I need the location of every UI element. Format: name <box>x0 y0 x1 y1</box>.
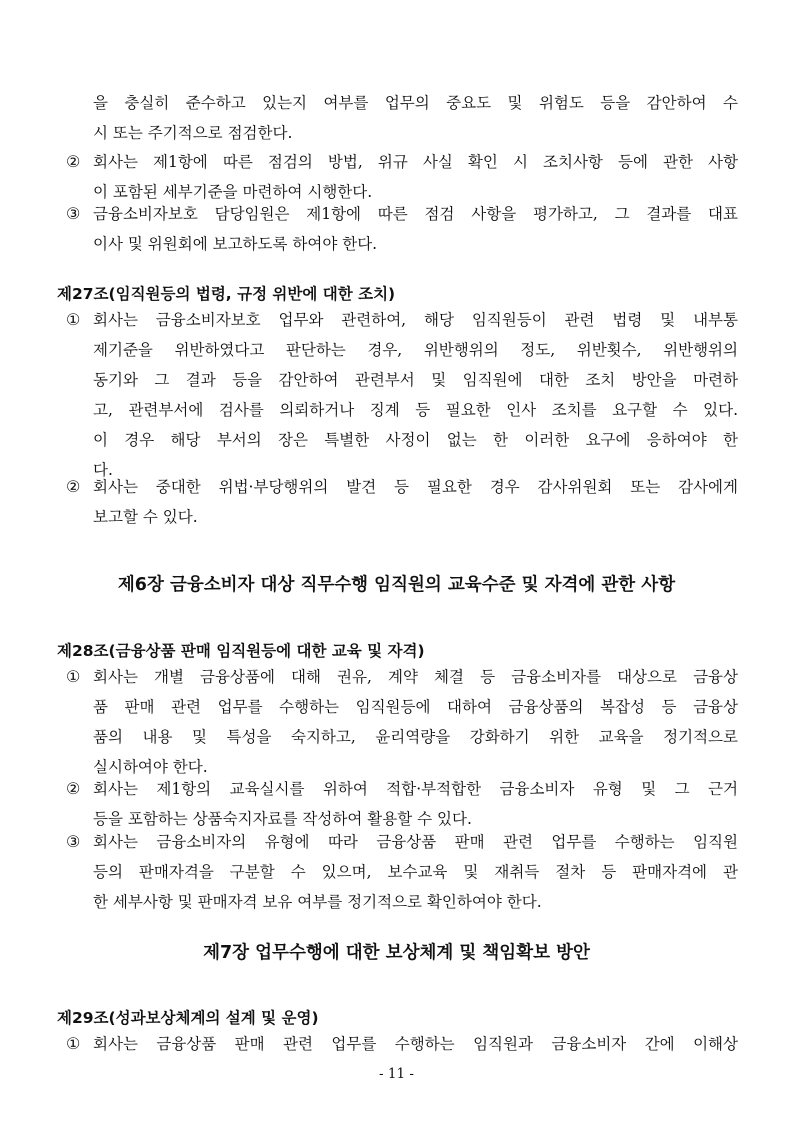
clause-number: ③ <box>66 832 81 851</box>
article-29-clause-1 <box>0 1029 793 1059</box>
article-27-clause-1 <box>0 305 793 485</box>
text-line: 회사는 개별 금융상품에 대해 권유, 계약 체결 등 금융소비자를 대상으로 금융상 <box>93 668 738 686</box>
text-line: 보고할 수 있다. <box>93 508 198 526</box>
text-line: 등을 포함하는 상품숙지자료를 작성하여 활용할 수 있다. <box>93 810 472 828</box>
text-line: 금융소비자보호 담당임원은 제1항에 따른 점검 사항을 평가하고, 그 결과를 대표 <box>93 205 738 223</box>
continuation-paragraph <box>0 88 793 148</box>
text-line: 동기와 그 결과 등을 감안하여 관련부서 및 임직원에 대한 조치 방안을 마련하 <box>93 371 738 389</box>
text-line: 품의 내용 및 특성을 숙지하고, 윤리역량을 강화하기 위한 교육을 정기적으로 <box>93 728 738 746</box>
article-27-clause-2 <box>0 472 793 532</box>
clause-number: ② <box>66 477 81 496</box>
text-line: 이 포함된 세부기준을 마련하여 시행한다. <box>93 183 373 201</box>
clause-number: ① <box>66 310 81 329</box>
article-28-title: 제28조(금융상품 판매 임직원등에 대한 교육 및 자격) <box>57 642 425 660</box>
text-line: 회사는 제1항의 교육실시를 위하여 적합·부적합한 금융소비자 유형 및 그 근거 <box>93 780 738 798</box>
article-28-clause-2 <box>0 774 793 834</box>
clause-number: ② <box>66 152 81 171</box>
article-29-title: 제29조(성과보상체계의 설계 및 운영) <box>57 1009 319 1027</box>
clause-number: ② <box>66 779 81 798</box>
text-line: 회사는 금융소비자보호 업무와 관련하여, 해당 임직원등이 관련 법령 및 내부통 <box>93 311 738 329</box>
text-line: 고, 관련부서에 검사를 의뢰하거나 징계 등 필요한 인사 조치를 요구할 수 있다. <box>93 401 738 419</box>
text-line: 을 충실히 준수하고 있는지 여부를 업무의 중요도 및 위험도 등을 감안하여 수 <box>93 94 738 112</box>
text-line: 다. <box>93 461 113 479</box>
article-28-clause-3 <box>0 827 793 917</box>
clause-item <box>0 147 793 207</box>
text-line: 제기준을 위반하였다고 판단하는 경우, 위반행위의 정도, 위반횟수, 위반행위의 <box>93 341 738 359</box>
chapter-7-title: 제7장 업무수행에 대한 보상체계 및 책임확보 방안 <box>203 943 590 963</box>
text-line: 이 경우 해당 부서의 장은 특별한 사정이 없는 한 이러한 요구에 응하여야 한 <box>93 431 738 449</box>
page-number: - 11 - <box>379 1066 414 1082</box>
text-line: 품 판매 관련 업무를 수행하는 임직원등에 대하여 금융상품의 복잡성 등 금융상 <box>93 698 738 716</box>
chapter-6-title: 제6장 금융소비자 대상 직무수행 임직원의 교육수준 및 자격에 관한 사항 <box>117 575 676 595</box>
text-line: 이사 및 위원회에 보고하도록 하여야 한다. <box>93 235 378 253</box>
text-line: 등의 판매자격을 구분할 수 있으며, 보수교육 및 재취득 절차 등 판매자격에 관 <box>93 863 738 881</box>
text-line: 회사는 금융소비자의 유형에 따라 금융상품 판매 관련 업무를 수행하는 임직원 <box>93 833 738 851</box>
text-line: 회사는 제1항에 따른 점검의 방법, 위규 사실 확인 시 조치사항 등에 관한 사항 <box>93 153 738 171</box>
clause-number: ③ <box>66 204 81 223</box>
article-28-clause-1 <box>0 662 793 782</box>
text-line: 한 세부사항 및 판매자격 보유 여부를 정기적으로 확인하여야 한다. <box>93 893 542 911</box>
text-line: 회사는 금융상품 판매 관련 업무를 수행하는 임직원과 금융소비자 간에 이해상 <box>93 1035 738 1053</box>
text-line: 회사는 중대한 위법·부당행위의 발견 등 필요한 경우 감사위원회 또는 감사에게 <box>93 478 738 496</box>
article-27-title: 제27조(임직원등의 법령, 규정 위반에 대한 조치) <box>57 285 396 303</box>
text-line: 시 또는 주기적으로 점검한다. <box>93 124 293 142</box>
text-line: 실시하여야 한다. <box>93 758 208 776</box>
clause-item <box>0 199 793 259</box>
clause-number: ① <box>66 667 81 686</box>
clause-number: ① <box>66 1034 81 1053</box>
